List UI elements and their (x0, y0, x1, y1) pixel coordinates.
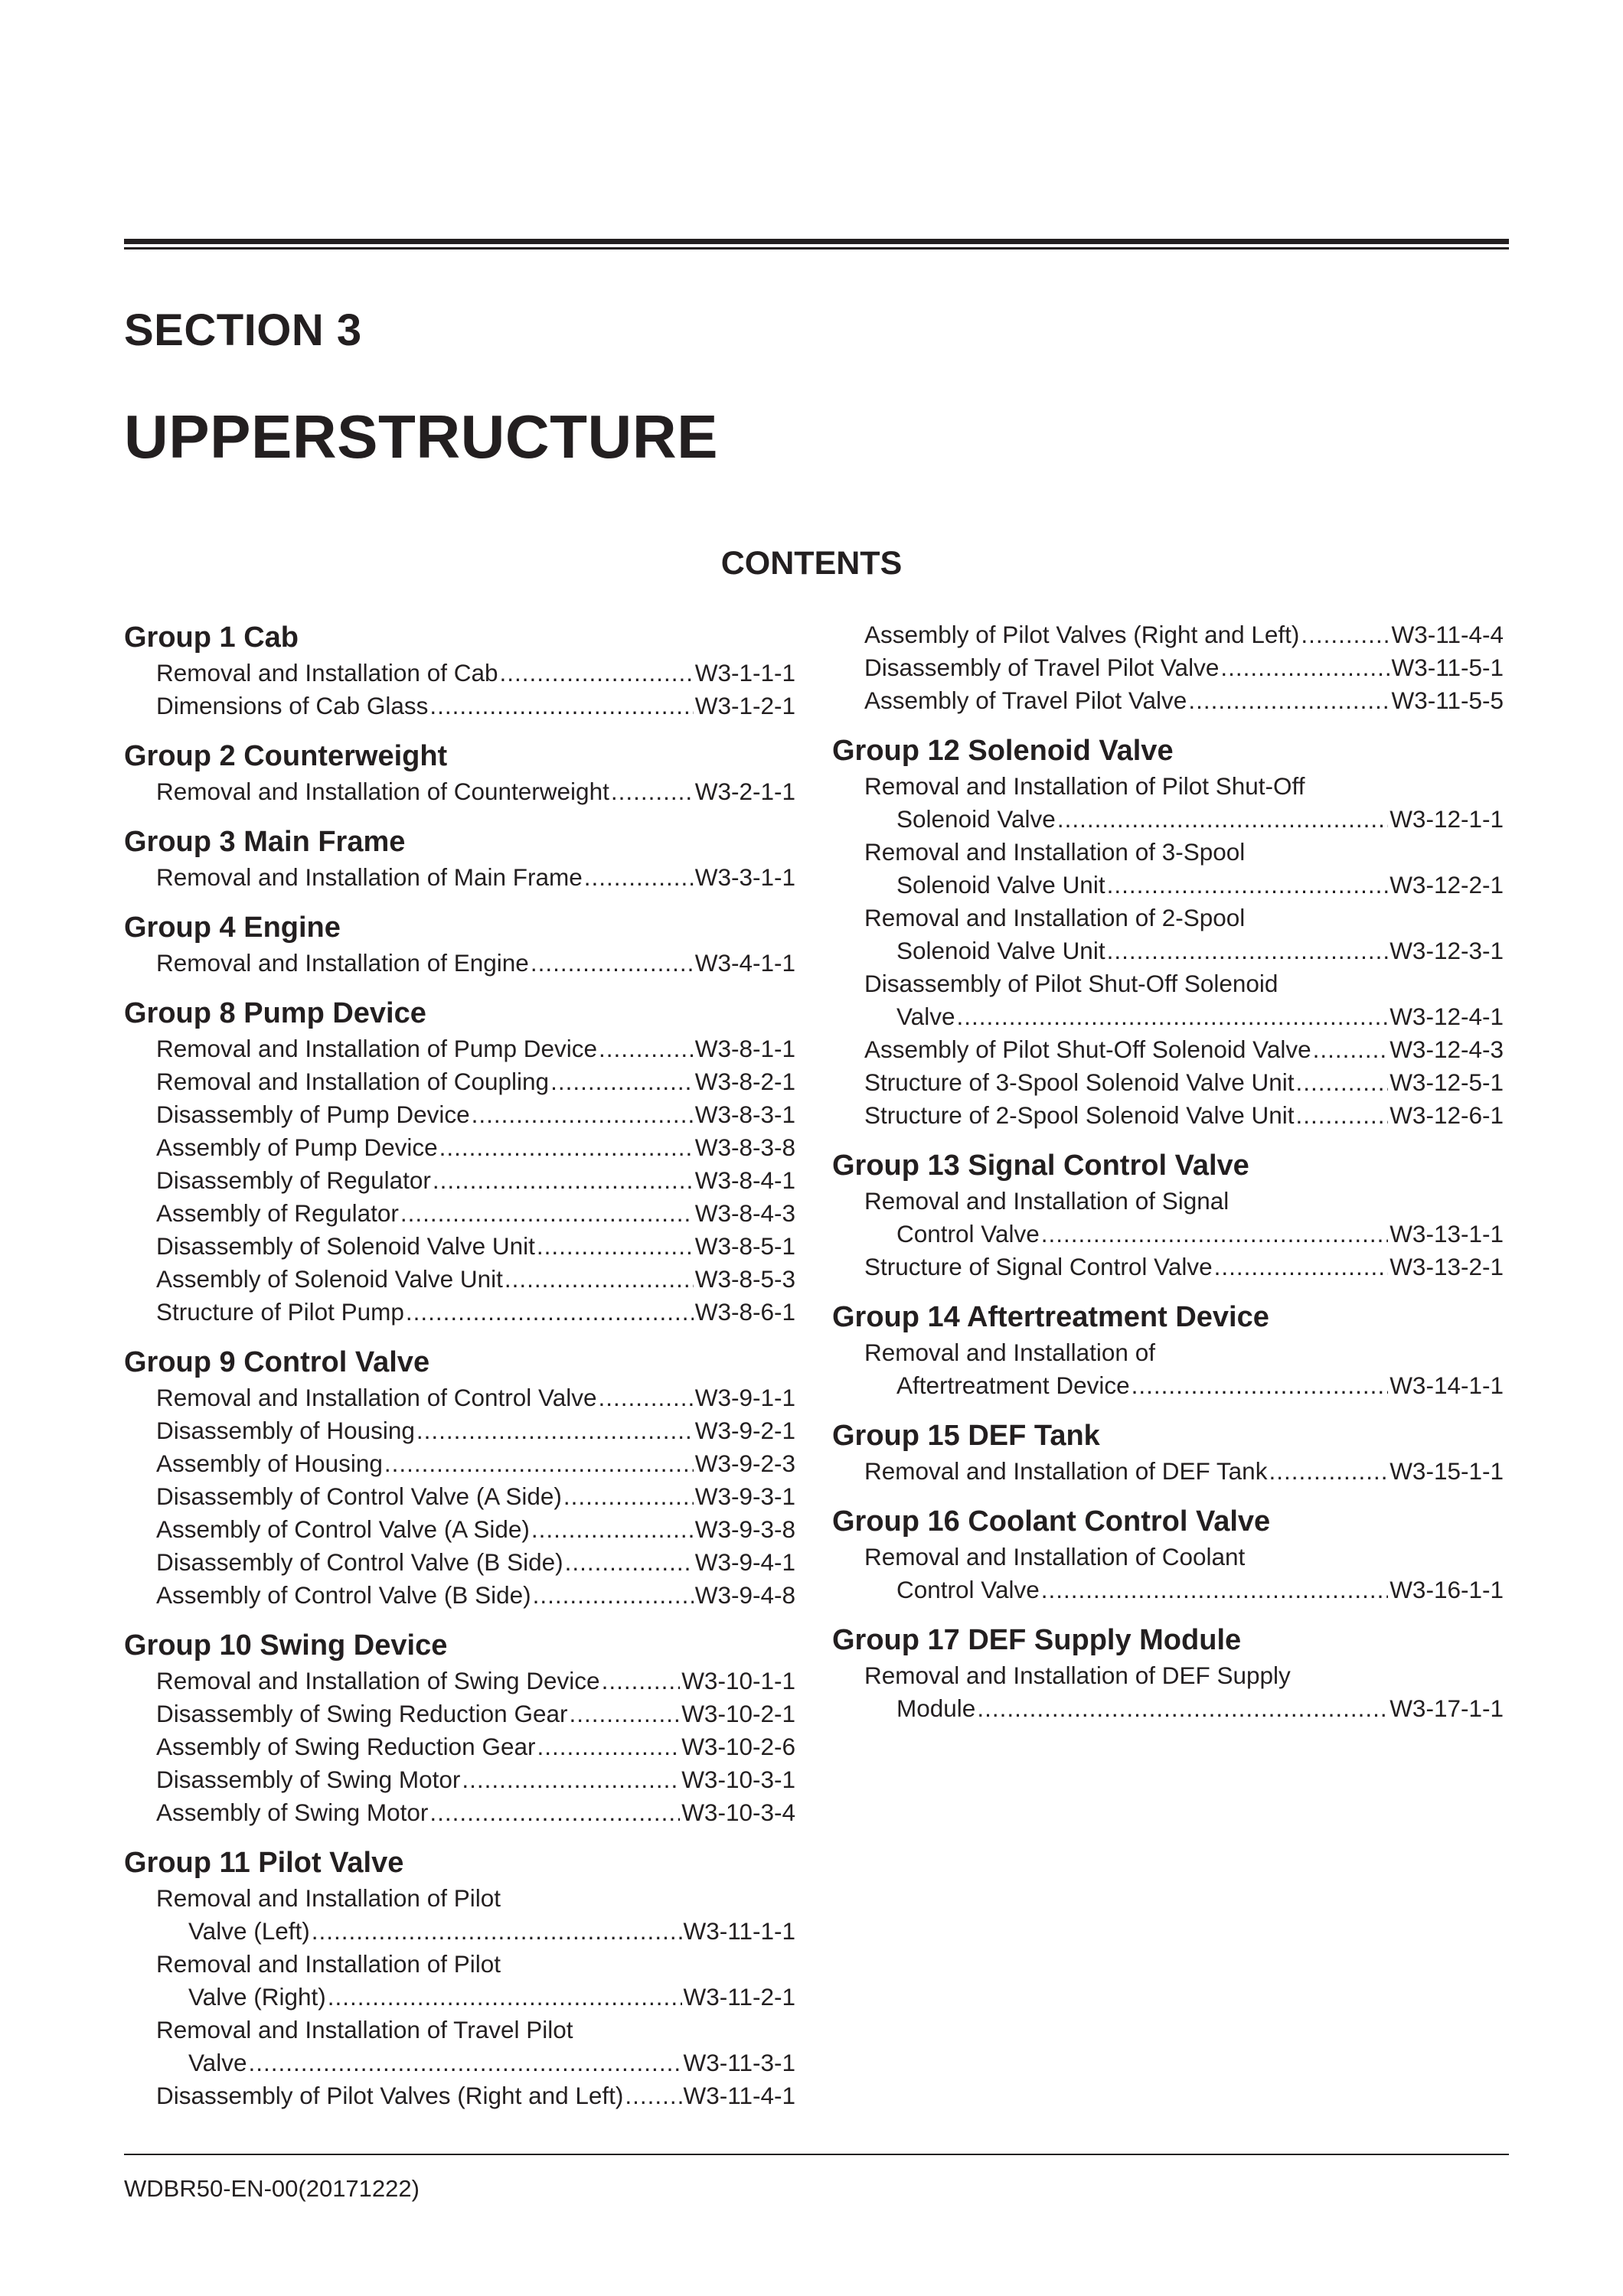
header-rule-thick (124, 239, 1509, 244)
toc-group (832, 1502, 1504, 1606)
toc-entry[interactable] (124, 1296, 795, 1329)
toc-entry-title: Structure of Pilot Pump (156, 1298, 404, 1326)
toc-group-heading[interactable]: Group 13 Signal Control Valve (832, 1150, 1249, 1182)
toc-entry[interactable] (832, 618, 1504, 651)
toc-entry-line-final (864, 684, 1504, 717)
toc-page-ref: W3-10-2-6 (681, 1733, 795, 1760)
toc-entry-line (156, 1948, 795, 1981)
toc-entry[interactable] (832, 651, 1504, 684)
toc-page-ref: W3-13-1-1 (1390, 1220, 1504, 1247)
toc-entry[interactable] (832, 967, 1504, 1033)
toc-group (124, 1626, 795, 1829)
toc-group-heading[interactable]: Group 11 Pilot Valve (124, 1847, 404, 1879)
dot-leader (599, 1032, 694, 1065)
dot-leader (429, 1796, 680, 1829)
toc-group-heading[interactable]: Group 4 Engine (124, 912, 341, 944)
toc-page-ref: W3-9-1-1 (694, 1384, 795, 1411)
toc-entry-title: Control Valve (896, 1576, 1040, 1603)
dot-leader (537, 1730, 680, 1763)
footer-rule (124, 2154, 1509, 2155)
toc-group-heading[interactable]: Group 16 Coolant Control Valve (832, 1505, 1271, 1538)
toc-entry-title: Removal and Installation of Signal (864, 1187, 1229, 1215)
dot-leader (1269, 1455, 1388, 1488)
toc-entry-title: Removal and Installation of DEF Tank (864, 1457, 1268, 1485)
toc-entry-line-final (156, 1296, 795, 1329)
dot-leader (598, 1381, 693, 1414)
toc-entry-line-final (896, 1369, 1504, 1402)
toc-entry-title: Removal and Installation of Main Frame (156, 863, 583, 891)
header-rule-thin (124, 247, 1509, 249)
toc-entry[interactable] (124, 1763, 795, 1796)
dot-leader (956, 1000, 1388, 1033)
toc-entry-title: Assembly of Control Valve (A Side) (156, 1515, 530, 1543)
toc-entry-line-final (864, 1099, 1504, 1132)
toc-page-ref: W3-8-5-1 (694, 1232, 795, 1260)
dot-leader (1220, 651, 1390, 684)
toc-entry-title: Structure of 2-Spool Solenoid Valve Unit (864, 1101, 1295, 1129)
toc-page-ref: W3-12-1-1 (1390, 805, 1504, 833)
toc-entry[interactable] (124, 1098, 795, 1131)
toc-entry[interactable] (124, 1480, 795, 1513)
toc-entry-title: Structure of Signal Control Valve (864, 1253, 1213, 1280)
toc-entry-title: Disassembly of Travel Pilot Valve (864, 654, 1220, 681)
toc-entry[interactable] (832, 902, 1504, 967)
toc-entry-title: Removal and Installation of Swing Device (156, 1667, 600, 1694)
toc-page-ref: W3-11-4-4 (1391, 621, 1504, 648)
toc-entry[interactable] (124, 1065, 795, 1098)
toc-entry[interactable] (124, 1414, 795, 1447)
toc-entry[interactable] (124, 1948, 795, 2014)
toc-page-ref: W3-1-2-1 (694, 692, 795, 719)
toc-entry[interactable] (124, 1164, 795, 1197)
dot-leader (312, 1915, 682, 1948)
toc-entry-line-final (156, 1546, 795, 1579)
toc-entry[interactable] (124, 947, 795, 980)
dot-leader (400, 1197, 694, 1230)
toc-page-ref: W3-12-3-1 (1390, 937, 1504, 964)
dot-leader (433, 1164, 694, 1197)
toc-entry-line (156, 1882, 795, 1915)
toc-entry-title: Disassembly of Housing (156, 1417, 415, 1444)
dot-leader (584, 861, 694, 894)
toc-group (124, 618, 795, 722)
toc-entry-title: Removal and Installation of Pilot (156, 1884, 501, 1912)
toc-entry[interactable] (124, 775, 795, 808)
toc-page-ref: W3-14-1-1 (1390, 1371, 1504, 1399)
toc-entry-title: Removal and Installation of Engine (156, 949, 529, 977)
toc-page-ref: W3-10-2-1 (681, 1700, 795, 1727)
toc-group (832, 1621, 1504, 1725)
toc-entry[interactable] (124, 1730, 795, 1763)
toc-entry-title: Removal and Installation of Pilot Shut-Off (864, 772, 1305, 800)
toc-entry-title: Removal and Installation of Travel Pilot (156, 2016, 573, 2043)
toc-entry-title: Solenoid Valve Unit (896, 937, 1105, 964)
toc-entry-title: Assembly of Control Valve (B Side) (156, 1581, 531, 1609)
toc-entry[interactable] (124, 1447, 795, 1480)
toc-entry-line-final (156, 1763, 795, 1796)
toc-page-ref: W3-17-1-1 (1390, 1694, 1504, 1722)
toc-entry[interactable] (124, 1381, 795, 1414)
dot-leader (565, 1546, 694, 1579)
toc-entry-title: Assembly of Pilot Valves (Right and Left) (864, 621, 1300, 648)
dot-leader (1107, 869, 1389, 902)
toc-page-ref: W3-8-4-3 (694, 1199, 795, 1227)
toc-group (124, 908, 795, 980)
section-label: SECTION 3 (124, 305, 362, 355)
toc-entry-line-final (156, 1414, 795, 1447)
toc-entry-line-final (864, 1033, 1504, 1066)
toc-entry-line-final (156, 1730, 795, 1763)
toc-entry-line (156, 2014, 795, 2047)
toc-entry-line-final (896, 803, 1504, 836)
toc-page-ref: W3-3-1-1 (694, 863, 795, 891)
toc-page-ref: W3-9-3-8 (694, 1515, 795, 1543)
toc-group-heading[interactable]: Group 14 Aftertreatment Device (832, 1301, 1269, 1333)
toc-page-ref: W3-4-1-1 (694, 949, 795, 977)
toc-page-ref: W3-12-2-1 (1390, 871, 1504, 899)
toc-entry[interactable] (832, 1066, 1504, 1099)
toc-entry-line-final (156, 775, 795, 808)
toc-entry-line (864, 967, 1504, 1000)
toc-page-ref: W3-10-1-1 (681, 1667, 795, 1694)
dot-leader (1313, 1033, 1389, 1066)
toc-entry-line-final (156, 1381, 795, 1414)
toc-entry[interactable] (832, 836, 1504, 902)
toc-entry-line-final (896, 869, 1504, 902)
toc-group-heading[interactable]: Group 3 Main Frame (124, 826, 406, 858)
toc-entry-title: Assembly of Travel Pilot Valve (864, 687, 1187, 714)
toc-page-ref: W3-8-4-1 (694, 1166, 795, 1194)
toc-page-ref: W3-8-1-1 (694, 1035, 795, 1062)
toc-entry-title: Removal and Installation of Counterweight (156, 778, 609, 805)
toc-entry[interactable] (832, 1455, 1504, 1488)
toc-page-ref: W3-10-3-4 (681, 1799, 795, 1826)
toc-entry-line-final (896, 934, 1504, 967)
toc-entry-title: Solenoid Valve (896, 805, 1056, 833)
toc-entry-title: Disassembly of Regulator (156, 1166, 431, 1194)
toc-page-ref: W3-2-1-1 (694, 778, 795, 805)
toc-entry[interactable] (124, 1698, 795, 1730)
toc-entry[interactable] (832, 1033, 1504, 1066)
dot-leader (328, 1981, 682, 2014)
toc-page-ref: W3-9-4-8 (694, 1581, 795, 1609)
toc-entry-line-final (156, 1065, 795, 1098)
toc-entry-line-final (156, 1698, 795, 1730)
toc-entry-title: Disassembly of Solenoid Valve Unit (156, 1232, 535, 1260)
toc-page-ref: W3-11-4-1 (683, 2082, 795, 2109)
toc-entry[interactable] (124, 1546, 795, 1579)
toc-page-ref: W3-12-6-1 (1390, 1101, 1504, 1129)
section-title: UPPERSTRUCTURE (124, 403, 718, 471)
dot-leader (533, 1579, 694, 1612)
toc-page-ref: W3-9-2-3 (694, 1450, 795, 1477)
toc-entry-line-final (896, 1574, 1504, 1606)
toc-entry-title: Aftertreatment Device (896, 1371, 1130, 1399)
toc-group-heading[interactable]: Group 1 Cab (124, 621, 299, 654)
toc-entry-line-final (156, 1164, 795, 1197)
toc-entry-line-final (156, 1447, 795, 1480)
toc-entry[interactable] (832, 770, 1504, 836)
toc-entry[interactable] (124, 1579, 795, 1612)
toc-entry[interactable] (124, 1230, 795, 1263)
toc-entry[interactable] (124, 1032, 795, 1065)
toc-group-continued (832, 618, 1504, 717)
toc-page-ref: W3-11-5-1 (1391, 654, 1504, 681)
toc-page-ref: W3-8-2-1 (694, 1068, 795, 1095)
toc-group (124, 737, 795, 808)
toc-entry-line-final (188, 1915, 795, 1948)
toc-entry-line (864, 1185, 1504, 1218)
toc-group (832, 732, 1504, 1132)
dot-leader (537, 1230, 694, 1263)
toc-entry-title: Removal and Installation of 3-Spool (864, 838, 1246, 866)
toc-entry[interactable] (832, 1541, 1504, 1606)
toc-group-heading[interactable]: Group 17 DEF Supply Module (832, 1624, 1242, 1656)
toc-entry-line-final (156, 1197, 795, 1230)
dot-leader (1107, 934, 1389, 967)
toc-page-ref: W3-16-1-1 (1390, 1576, 1504, 1603)
dot-leader (977, 1692, 1388, 1725)
toc-entry-title: Disassembly of Swing Reduction Gear (156, 1700, 568, 1727)
toc-entry-line-final (156, 1032, 795, 1065)
toc-entry-line-final (188, 2047, 795, 2079)
toc-entry-title: Disassembly of Swing Motor (156, 1766, 461, 1793)
toc-entry-line (864, 902, 1504, 934)
toc-entry-title: Disassembly of Control Valve (B Side) (156, 1548, 563, 1576)
toc-entry-line-final (864, 1455, 1504, 1488)
toc-entry-line-final (156, 947, 795, 980)
toc-entry-title: Removal and Installation of Cab (156, 659, 498, 687)
dot-leader (625, 2079, 681, 2112)
toc-group (124, 1343, 795, 1612)
toc-entry-title: Removal and Installation of Pilot (156, 1950, 501, 1978)
toc-entry-title: Valve (Left) (188, 1917, 310, 1945)
dot-leader (531, 947, 694, 980)
toc-entry-title: Assembly of Swing Motor (156, 1799, 429, 1826)
toc-entry-title: Removal and Installation of (864, 1339, 1155, 1366)
toc-entry[interactable] (124, 1131, 795, 1164)
toc-entry-title: Assembly of Swing Reduction Gear (156, 1733, 536, 1760)
toc-entry-title: Valve (Right) (188, 1983, 326, 2011)
toc-entry-title: Disassembly of Pump Device (156, 1101, 470, 1128)
toc-entry-line-final (156, 1098, 795, 1131)
toc-page-ref: W3-11-2-1 (683, 1983, 795, 2011)
toc-page-ref: W3-8-6-1 (694, 1298, 795, 1326)
toc-entry-title: Assembly of Pump Device (156, 1133, 438, 1161)
toc-page-ref: W3-13-2-1 (1390, 1253, 1504, 1280)
toc-entry-title: Disassembly of Pilot Valves (Right and Left) (156, 2082, 624, 2109)
toc-entry-line-final (156, 1513, 795, 1546)
toc-entry-title: Module (896, 1694, 976, 1722)
toc-entry-line-final (896, 1218, 1504, 1251)
toc-entry-line-final (156, 2079, 795, 2112)
toc-entry[interactable] (124, 1665, 795, 1698)
toc-page-ref: W3-9-3-1 (694, 1482, 795, 1510)
toc-entry-line-final (156, 1230, 795, 1263)
toc-entry-line-final (156, 1480, 795, 1513)
toc-group (124, 1844, 795, 2112)
dot-leader (1295, 1099, 1388, 1132)
toc-entry-title: Valve (896, 1003, 955, 1030)
dot-leader (472, 1098, 694, 1131)
toc-entry-title: Dimensions of Cab Glass (156, 692, 429, 719)
toc-group (832, 1298, 1504, 1402)
dot-leader (563, 1480, 694, 1513)
toc-entry-line-final (156, 1665, 795, 1698)
toc-entry-title: Removal and Installation of Coupling (156, 1068, 550, 1095)
toc-entry-line-final (156, 1796, 795, 1829)
toc-entry-title: Assembly of Regulator (156, 1199, 399, 1227)
toc-entry[interactable] (832, 1099, 1504, 1132)
dot-leader (406, 1296, 694, 1329)
toc-page-ref: W3-11-5-5 (1391, 687, 1504, 714)
toc-page-ref: W3-1-1-1 (694, 659, 795, 687)
toc-entry-title: Assembly of Housing (156, 1450, 383, 1477)
toc-left-column (124, 618, 795, 2127)
toc-group-heading[interactable]: Group 10 Swing Device (124, 1629, 448, 1662)
toc-page-ref: W3-11-3-1 (683, 2049, 795, 2076)
toc-entry-line-final (864, 1066, 1504, 1099)
toc-entry-line (864, 770, 1504, 803)
toc-entry-title: Control Valve (896, 1220, 1040, 1247)
toc-entry-line (864, 836, 1504, 869)
toc-entry-line-final (864, 1251, 1504, 1283)
toc-page-ref: W3-8-3-1 (694, 1101, 795, 1128)
toc-entry-title: Removal and Installation of Pump Device (156, 1035, 598, 1062)
toc-entry-line-final (896, 1692, 1504, 1725)
toc-entry-line-final (156, 690, 795, 722)
toc-entry-line-final (156, 657, 795, 690)
toc-entry-line-final (156, 1131, 795, 1164)
dot-leader (1188, 684, 1390, 717)
toc-entry[interactable] (124, 861, 795, 894)
dot-leader (505, 1263, 694, 1296)
toc-entry[interactable] (124, 1882, 795, 1948)
toc-page-ref: W3-12-5-1 (1390, 1068, 1504, 1096)
toc-entry[interactable] (124, 657, 795, 690)
toc-page-ref: W3-12-4-3 (1390, 1035, 1504, 1063)
toc-entry-line-final (188, 1981, 795, 2014)
toc-group (124, 823, 795, 894)
contents-title: CONTENTS (720, 545, 903, 582)
toc-entry[interactable] (124, 2014, 795, 2079)
toc-group (832, 1417, 1504, 1488)
dot-leader (569, 1698, 680, 1730)
dot-leader (462, 1763, 680, 1796)
dot-leader (1214, 1251, 1389, 1283)
toc-page-ref: W3-10-3-1 (681, 1766, 795, 1793)
toc-page-ref: W3-12-4-1 (1390, 1003, 1504, 1030)
toc-group (832, 1146, 1504, 1283)
dot-leader (439, 1131, 694, 1164)
toc-entry-line-final (156, 1263, 795, 1296)
toc-entry-line (864, 1541, 1504, 1574)
toc-page-ref: W3-9-2-1 (694, 1417, 795, 1444)
toc-entry[interactable] (832, 684, 1504, 717)
toc-entry[interactable] (832, 1185, 1504, 1251)
toc-entry-line-final (864, 651, 1504, 684)
toc-entry-title: Structure of 3-Spool Solenoid Valve Unit (864, 1068, 1295, 1096)
toc-entry[interactable] (832, 1336, 1504, 1402)
toc-right-column (832, 618, 1504, 1740)
toc-entry[interactable] (124, 1796, 795, 1829)
toc-page-ref: W3-8-3-8 (694, 1133, 795, 1161)
dot-leader (531, 1513, 694, 1546)
toc-group-heading[interactable]: Group 15 DEF Tank (832, 1420, 1100, 1452)
toc-entry-line-final (156, 861, 795, 894)
toc-entry[interactable] (124, 1263, 795, 1296)
toc-entry-title: Removal and Installation of 2-Spool (864, 904, 1246, 931)
toc-entry-title: Assembly of Solenoid Valve Unit (156, 1265, 503, 1293)
dot-leader (1295, 1066, 1388, 1099)
toc-group-heading[interactable]: Group 9 Control Valve (124, 1346, 430, 1378)
toc-page-ref: W3-11-1-1 (683, 1917, 795, 1945)
toc-entry[interactable] (124, 1513, 795, 1546)
dot-leader (500, 657, 694, 690)
toc-group-heading[interactable]: Group 2 Counterweight (124, 740, 448, 772)
toc-entry-title: Removal and Installation of Coolant (864, 1543, 1246, 1570)
toc-entry-title: Removal and Installation of DEF Supply (864, 1662, 1291, 1689)
toc-entry-title: Disassembly of Control Valve (A Side) (156, 1482, 562, 1510)
toc-entry-line (864, 1336, 1504, 1369)
toc-entry[interactable] (124, 1197, 795, 1230)
dot-leader (1041, 1218, 1388, 1251)
dot-leader (611, 775, 694, 808)
dot-leader (248, 2047, 681, 2079)
toc-entry-title: Valve (188, 2049, 247, 2076)
dot-leader (429, 690, 693, 722)
document-code: WDBR50-EN-00(20171222) (124, 2175, 420, 2202)
toc-group-heading[interactable]: Group 12 Solenoid Valve (832, 735, 1174, 767)
toc-entry[interactable] (124, 690, 795, 722)
dot-leader (1301, 618, 1390, 651)
toc-page-ref: W3-9-4-1 (694, 1548, 795, 1576)
toc-entry[interactable] (124, 2079, 795, 2112)
toc-group-heading[interactable]: Group 8 Pump Device (124, 997, 426, 1029)
toc-entry-line-final (864, 618, 1504, 651)
toc-entry[interactable] (832, 1251, 1504, 1283)
dot-leader (602, 1665, 681, 1698)
dot-leader (550, 1065, 694, 1098)
toc-page-ref: W3-8-5-3 (694, 1265, 795, 1293)
toc-group (124, 994, 795, 1329)
toc-entry-title: Removal and Installation of Control Valve (156, 1384, 597, 1411)
dot-leader (416, 1414, 694, 1447)
toc-page-ref: W3-15-1-1 (1390, 1457, 1504, 1485)
dot-leader (1057, 803, 1388, 836)
dot-leader (1041, 1574, 1388, 1606)
toc-entry-line-final (896, 1000, 1504, 1033)
toc-entry-title: Assembly of Pilot Shut-Off Solenoid Valve (864, 1035, 1311, 1063)
dot-leader (1132, 1369, 1389, 1402)
toc-entry-title: Disassembly of Pilot Shut-Off Solenoid (864, 970, 1278, 997)
toc-entry-line (864, 1659, 1504, 1692)
toc-entry[interactable] (832, 1659, 1504, 1725)
toc-entry-line-final (156, 1579, 795, 1612)
toc-entry-title: Solenoid Valve Unit (896, 871, 1105, 899)
dot-leader (384, 1447, 694, 1480)
